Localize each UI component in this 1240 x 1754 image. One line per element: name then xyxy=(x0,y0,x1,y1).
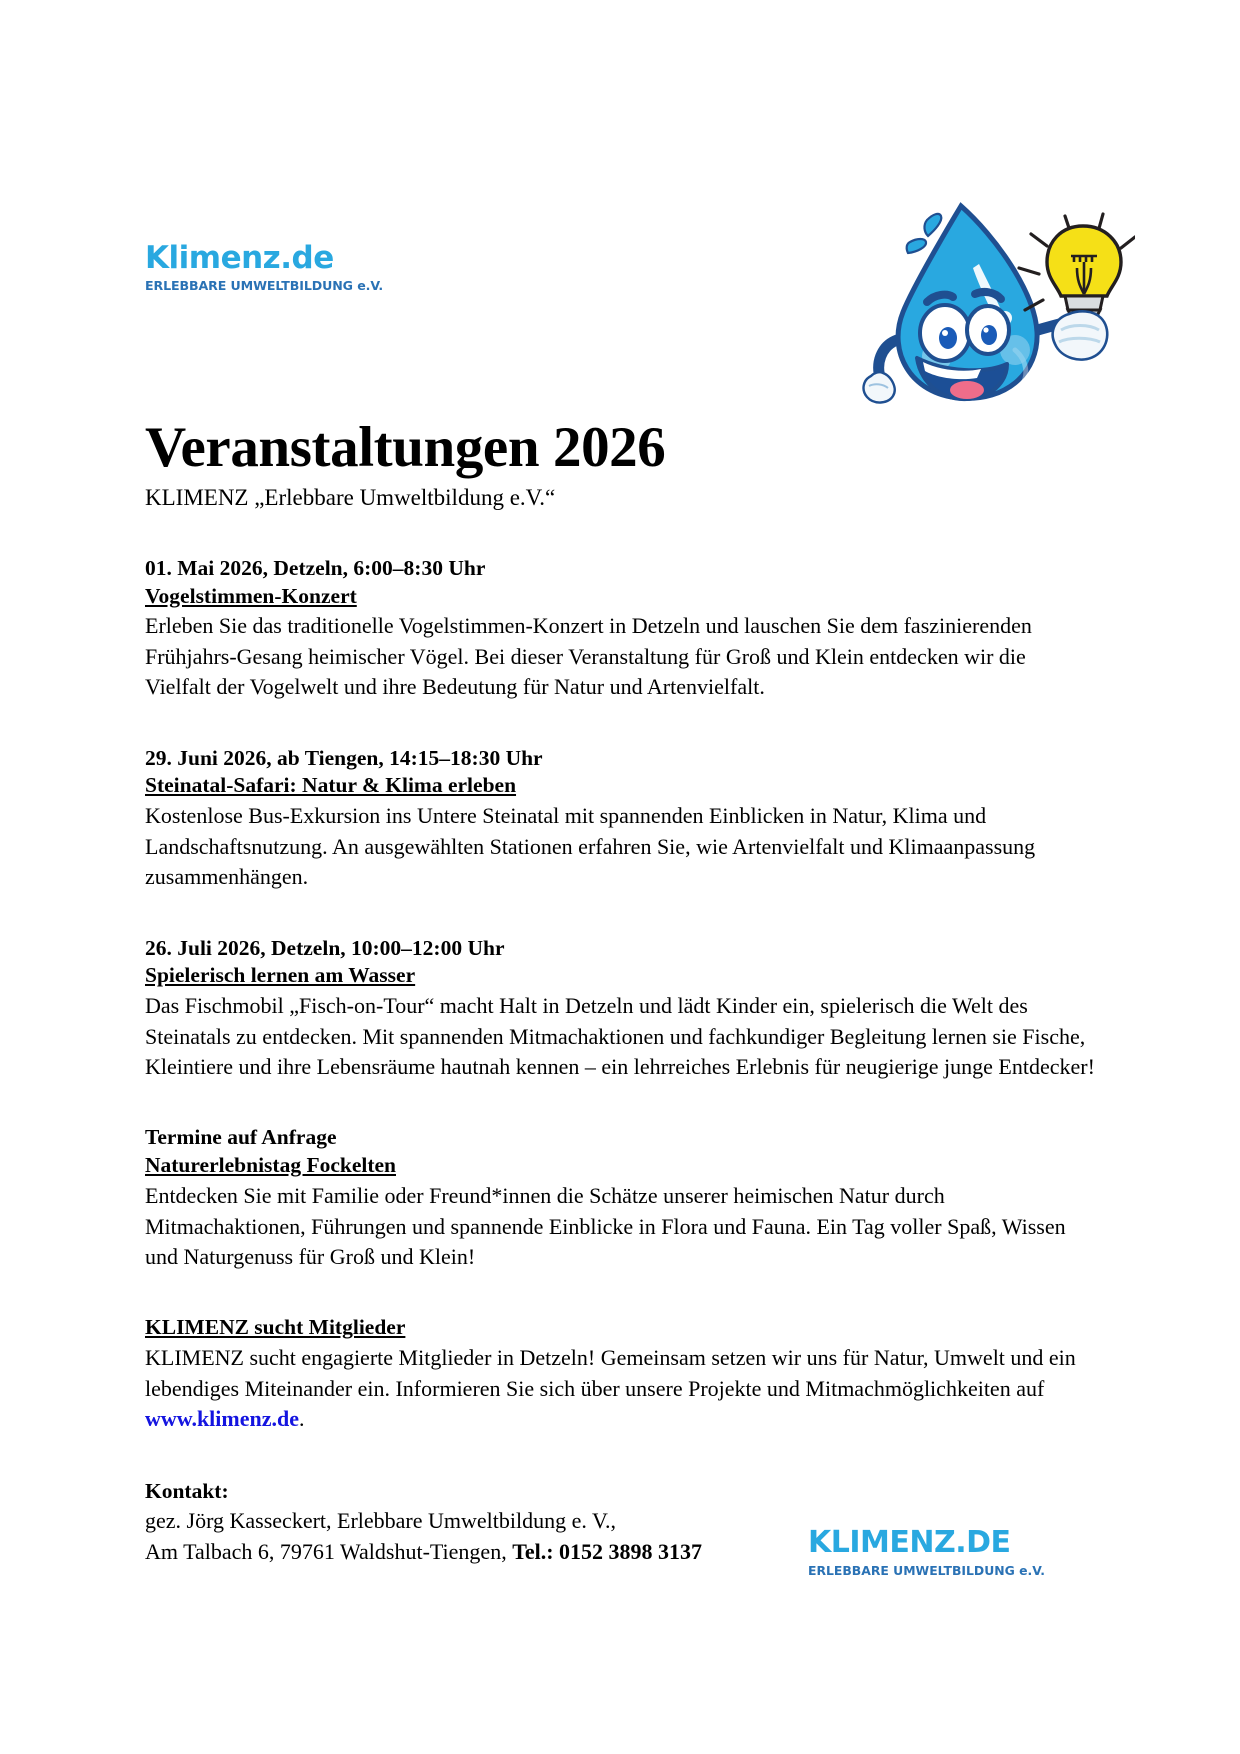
footer-brand-logo xyxy=(808,1525,1045,1578)
event-date: Termine auf Anfrage xyxy=(145,1125,337,1150)
event-item xyxy=(145,1124,1095,1272)
document-body xyxy=(145,418,1095,1567)
membership-heading: KLIMENZ sucht Mitglieder xyxy=(145,1315,406,1340)
event-title: Naturerlebnistag Fockelten xyxy=(145,1153,396,1178)
contact-name-line: gez. Jörg Kasseckert, Erlebbare Umweltbildung e. V., xyxy=(145,1508,617,1534)
event-item xyxy=(145,555,1095,703)
event-description: Kostenlose Bus-Exkursion ins Untere Steinatal mit spannenden Einblicken in Natur, Klima und Landschaftsnutzung. An ausgewählten Stationen erfahren Sie, wie Artenvielfalt und Klimaanpassung zusammenhängen. xyxy=(145,803,1036,890)
header-brand-logo xyxy=(145,240,384,293)
membership-section xyxy=(145,1314,1095,1434)
event-item xyxy=(145,935,1095,1083)
contact-label: Kontakt: xyxy=(145,1479,229,1504)
membership-description xyxy=(145,1343,1095,1434)
klimenz-website-link[interactable]: www.klimenz.de xyxy=(145,1406,299,1432)
event-item xyxy=(145,745,1095,893)
page-header xyxy=(0,0,1240,400)
event-description: Entdecken Sie mit Familie oder Freund*innen die Schätze unserer heimischen Natur durch Mitmachaktionen, Führungen und spannende Einblicke in Flora und Fauna. Ein Tag voller Spaß, Wissen und Naturgenuss für Groß und Klein! xyxy=(145,1183,1066,1270)
event-date: 29. Juni 2026, ab Tiengen, 14:15–18:30 Uhr xyxy=(145,745,543,770)
brand-wordmark: Klimenz.de xyxy=(145,240,334,276)
membership-text-before-link: KLIMENZ sucht engagierte Mitglieder in Detzeln! Gemeinsam setzen wir uns für Natur, Umwelt und ein lebendiges Miteinander ein. Informieren Sie sich über unsere Projekte und Mitmachmöglichkeiten auf xyxy=(145,1345,1076,1401)
brand-tagline: ERLEBBARE UMWELTBILDUNG e.V. xyxy=(145,278,384,293)
page-subtitle: KLIMENZ „Erlebbare Umweltbildung e.V.“ xyxy=(145,484,556,510)
event-title: Vogelstimmen-Konzert xyxy=(145,583,357,608)
event-date: 01. Mai 2026, Detzeln, 6:00–8:30 Uhr xyxy=(145,555,486,580)
event-title: Steinatal-Safari: Natur & Klima erleben xyxy=(145,773,517,798)
contact-address: Am Talbach 6, 79761 Waldshut-Tiengen, xyxy=(145,1538,513,1564)
event-description: Das Fischmobil „Fisch-on-Tour“ macht Halt in Detzeln und lädt Kinder ein, spielerisch die Welt des Steinatals zu entdecken. Mit spannenden Mitmachaktionen und fachkundiger Begleitung lernen sie Fische, Kleintiere und ihre Lebensräume hautnah kennen – ein lehrreiches Erlebnis für neugierige junge Entdecker! xyxy=(145,993,1095,1080)
event-title: Spielerisch lernen am Wasser xyxy=(145,963,416,988)
water-droplet-with-lightbulb-mascot xyxy=(855,190,1135,420)
event-date: 26. Juli 2026, Detzeln, 10:00–12:00 Uhr xyxy=(145,935,505,960)
event-description: Erleben Sie das traditionelle Vogelstimmen-Konzert in Detzeln und lauschen Sie dem faszinierenden Frühjahrs-Gesang heimischer Vögel. Bei dieser Veranstaltung für Groß und Klein entdecken wir die Vielfalt der Vogelwelt und ihre Bedeutung für Natur und Artenvielfalt. xyxy=(145,613,1032,700)
page-title: Veranstaltungen 2026 xyxy=(145,416,666,479)
contact-phone: Tel.: 0152 3898 3137 xyxy=(512,1538,703,1564)
footer-brand-wordmark: KLIMENZ.DE xyxy=(808,1525,1011,1560)
membership-text-after-link: . xyxy=(299,1406,305,1432)
footer-brand-tagline: ERLEBBARE UMWELTBILDUNG e.V. xyxy=(808,1563,1045,1578)
